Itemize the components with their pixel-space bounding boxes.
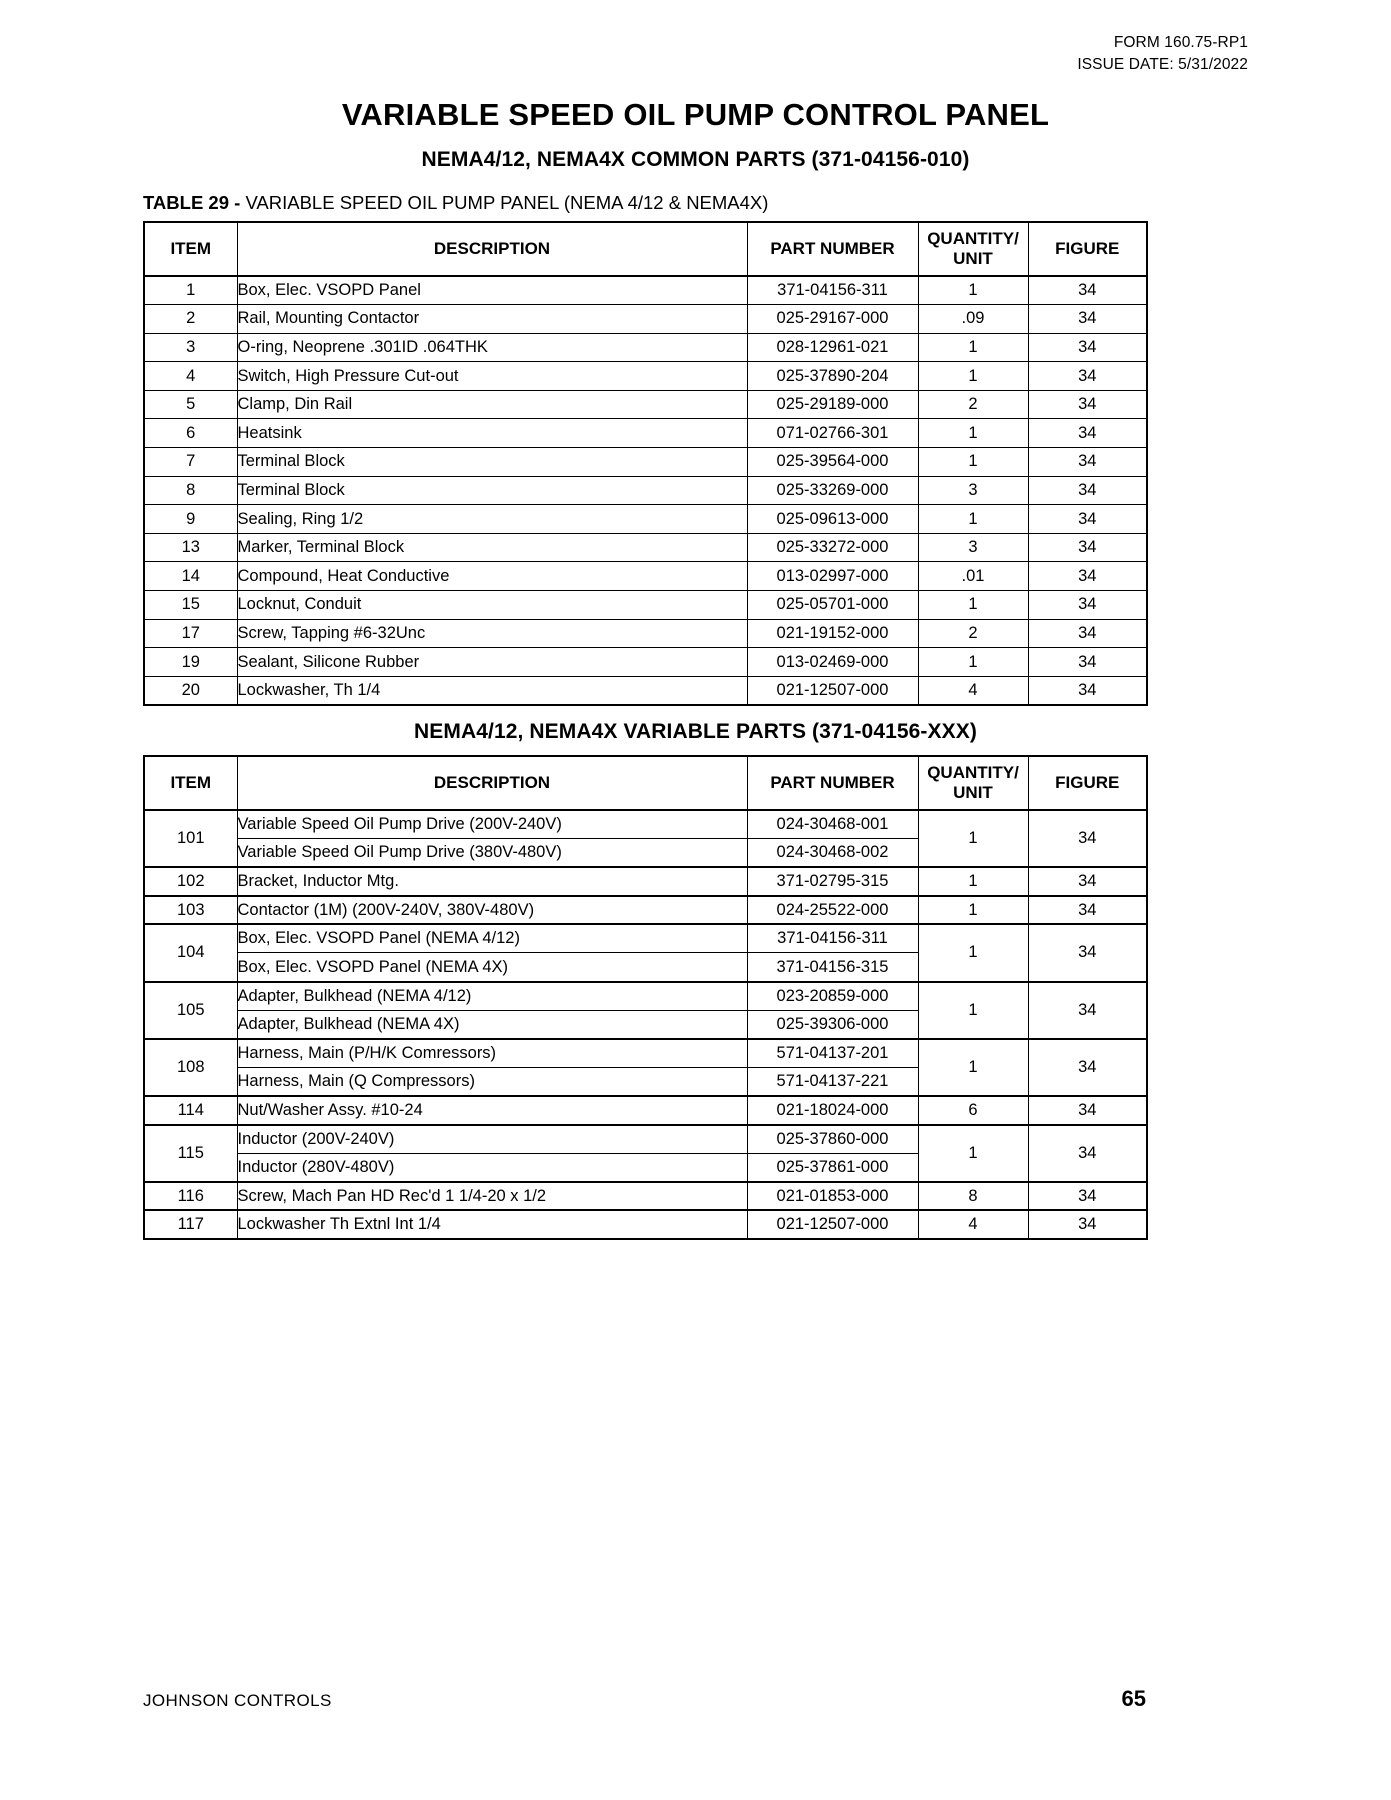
table-caption xyxy=(143,192,768,214)
row-part-number: 025-39306-000 xyxy=(747,1010,918,1039)
row-quantity: 1 xyxy=(918,1125,1028,1182)
row-description: Marker, Terminal Block xyxy=(237,533,747,562)
row-figure: 34 xyxy=(1028,333,1147,362)
row-part-number: 025-09613-000 xyxy=(747,505,918,534)
row-figure: 34 xyxy=(1028,1182,1147,1211)
row-description: Variable Speed Oil Pump Drive (200V-240V) xyxy=(237,810,747,839)
table-row xyxy=(144,1039,1147,1068)
row-description: O-ring, Neoprene .301ID .064THK xyxy=(237,333,747,362)
row-description: Switch, High Pressure Cut-out xyxy=(237,362,747,391)
row-item: 2 xyxy=(144,305,237,334)
column-header-figure: FIGURE xyxy=(1028,756,1147,810)
row-part-number: 024-30468-002 xyxy=(747,839,918,868)
table-header-row xyxy=(144,756,1147,810)
quantity-label-line1: QUANTITY/ xyxy=(927,229,1019,249)
row-part-number: 025-33269-000 xyxy=(747,476,918,505)
table-caption-text: VARIABLE SPEED OIL PUMP PANEL (NEMA 4/12 & NEMA4X) xyxy=(240,192,769,213)
form-number: FORM 160.75-RP1 xyxy=(1113,34,1248,51)
row-part-number: 025-37860-000 xyxy=(747,1125,918,1154)
row-quantity: 1 xyxy=(918,333,1028,362)
table-row xyxy=(144,1210,1147,1239)
variable-parts-table xyxy=(143,755,1148,1240)
row-figure: 34 xyxy=(1028,505,1147,534)
row-item: 20 xyxy=(144,676,237,705)
footer-page-number: 65 xyxy=(1121,1686,1146,1711)
row-description: Screw, Tapping #6-32Unc xyxy=(237,619,747,648)
row-description: Box, Elec. VSOPD Panel xyxy=(237,276,747,305)
row-figure: 34 xyxy=(1028,619,1147,648)
row-description: Lockwasher, Th 1/4 xyxy=(237,676,747,705)
table-row xyxy=(144,448,1147,477)
row-description: Harness, Main (P/H/K Comressors) xyxy=(237,1039,747,1068)
footer-company: JOHNSON CONTROLS xyxy=(143,1691,332,1710)
row-quantity: 3 xyxy=(918,533,1028,562)
row-quantity: .01 xyxy=(918,562,1028,591)
column-header-quantity-unit xyxy=(918,756,1028,810)
row-figure: 34 xyxy=(1028,924,1147,981)
row-item: 13 xyxy=(144,533,237,562)
row-quantity: 1 xyxy=(918,1039,1028,1096)
row-description: Nut/Washer Assy. #10-24 xyxy=(237,1096,747,1125)
quantity-label-line2: UNIT xyxy=(953,783,993,802)
row-part-number: 025-37861-000 xyxy=(747,1153,918,1182)
row-description: Contactor (1M) (200V-240V, 380V-480V) xyxy=(237,896,747,925)
row-description: Terminal Block xyxy=(237,448,747,477)
common-parts-table xyxy=(143,221,1148,706)
table-row xyxy=(144,333,1147,362)
title-block xyxy=(0,96,1391,172)
row-part-number: 021-12507-000 xyxy=(747,676,918,705)
row-figure: 34 xyxy=(1028,676,1147,705)
column-header-part-number: PART NUMBER xyxy=(747,222,918,276)
row-part-number: 025-05701-000 xyxy=(747,591,918,620)
page-title: VARIABLE SPEED OIL PUMP CONTROL PANEL xyxy=(341,97,1050,132)
row-figure: 34 xyxy=(1028,648,1147,677)
row-figure: 34 xyxy=(1028,1125,1147,1182)
row-figure: 34 xyxy=(1028,390,1147,419)
row-figure: 34 xyxy=(1028,562,1147,591)
table-row xyxy=(144,1125,1147,1154)
row-item: 19 xyxy=(144,648,237,677)
row-figure: 34 xyxy=(1028,305,1147,334)
row-item: 4 xyxy=(144,362,237,391)
table-row xyxy=(144,867,1147,896)
row-quantity: 1 xyxy=(918,982,1028,1039)
row-quantity: 1 xyxy=(918,505,1028,534)
row-quantity: 1 xyxy=(918,810,1028,867)
table-row xyxy=(144,505,1147,534)
row-quantity: 1 xyxy=(918,448,1028,477)
table-row xyxy=(144,896,1147,925)
table-row xyxy=(144,591,1147,620)
table-row xyxy=(144,924,1147,953)
column-header-item: ITEM xyxy=(144,756,237,810)
table-row xyxy=(144,305,1147,334)
row-part-number: 024-30468-001 xyxy=(747,810,918,839)
row-item: 5 xyxy=(144,390,237,419)
table-row xyxy=(144,676,1147,705)
row-figure: 34 xyxy=(1028,362,1147,391)
row-description: Box, Elec. VSOPD Panel (NEMA 4X) xyxy=(237,953,747,982)
row-description: Inductor (280V-480V) xyxy=(237,1153,747,1182)
quantity-label-line1: QUANTITY/ xyxy=(927,763,1019,783)
row-description: Sealant, Silicone Rubber xyxy=(237,648,747,677)
table-caption-label: TABLE 29 - xyxy=(143,192,241,213)
table-row xyxy=(144,1182,1147,1211)
row-description: Terminal Block xyxy=(237,476,747,505)
row-item: 105 xyxy=(144,982,237,1039)
table-row xyxy=(144,562,1147,591)
table-row xyxy=(144,276,1147,305)
row-item: 114 xyxy=(144,1096,237,1125)
row-quantity: 2 xyxy=(918,390,1028,419)
table-row xyxy=(144,533,1147,562)
row-part-number: 371-04156-311 xyxy=(747,276,918,305)
page-footer xyxy=(143,1686,1146,1712)
issue-date: ISSUE DATE: 5/31/2022 xyxy=(1077,56,1248,74)
row-figure: 34 xyxy=(1028,896,1147,925)
row-item: 15 xyxy=(144,591,237,620)
row-description: Inductor (200V-240V) xyxy=(237,1125,747,1154)
row-figure: 34 xyxy=(1028,591,1147,620)
table-row xyxy=(144,390,1147,419)
row-description: Adapter, Bulkhead (NEMA 4X) xyxy=(237,1010,747,1039)
table-row xyxy=(144,419,1147,448)
row-description: Compound, Heat Conductive xyxy=(237,562,747,591)
row-figure: 34 xyxy=(1028,533,1147,562)
row-description: Harness, Main (Q Compressors) xyxy=(237,1067,747,1096)
row-item: 1 xyxy=(144,276,237,305)
row-part-number: 571-04137-201 xyxy=(747,1039,918,1068)
row-part-number: 021-19152-000 xyxy=(747,619,918,648)
table-row xyxy=(144,362,1147,391)
row-part-number: 025-33272-000 xyxy=(747,533,918,562)
row-figure: 34 xyxy=(1028,476,1147,505)
row-item: 8 xyxy=(144,476,237,505)
row-item: 6 xyxy=(144,419,237,448)
row-quantity: 1 xyxy=(918,419,1028,448)
row-description: Bracket, Inductor Mtg. xyxy=(237,867,747,896)
table-row xyxy=(144,648,1147,677)
row-quantity: 1 xyxy=(918,362,1028,391)
row-figure: 34 xyxy=(1028,867,1147,896)
row-quantity: 4 xyxy=(918,676,1028,705)
row-item: 14 xyxy=(144,562,237,591)
row-quantity: 1 xyxy=(918,896,1028,925)
row-description: Clamp, Din Rail xyxy=(237,390,747,419)
row-item: 116 xyxy=(144,1182,237,1211)
document-header xyxy=(1077,32,1248,77)
table-row xyxy=(144,1096,1147,1125)
table-row xyxy=(144,982,1147,1011)
column-header-description: DESCRIPTION xyxy=(237,222,747,276)
row-item: 117 xyxy=(144,1210,237,1239)
table-header-row xyxy=(144,222,1147,276)
row-quantity: 2 xyxy=(918,619,1028,648)
row-part-number: 025-29167-000 xyxy=(747,305,918,334)
row-quantity: 6 xyxy=(918,1096,1028,1125)
row-description: Lockwasher Th Extnl Int 1/4 xyxy=(237,1210,747,1239)
row-item: 115 xyxy=(144,1125,237,1182)
column-header-quantity-unit xyxy=(918,222,1028,276)
row-part-number: 071-02766-301 xyxy=(747,419,918,448)
row-part-number: 024-25522-000 xyxy=(747,896,918,925)
column-header-description: DESCRIPTION xyxy=(237,756,747,810)
column-header-part-number: PART NUMBER xyxy=(747,756,918,810)
table-row xyxy=(144,810,1147,839)
row-quantity: 1 xyxy=(918,276,1028,305)
row-part-number: 025-37890-204 xyxy=(747,362,918,391)
variable-parts-section-title: NEMA4/12, NEMA4X VARIABLE PARTS (371-04156-XXX) xyxy=(414,720,977,743)
row-part-number: 028-12961-021 xyxy=(747,333,918,362)
row-part-number: 023-20859-000 xyxy=(747,982,918,1011)
row-part-number: 025-29189-000 xyxy=(747,390,918,419)
quantity-label-line2: UNIT xyxy=(953,249,993,268)
row-item: 102 xyxy=(144,867,237,896)
row-description: Box, Elec. VSOPD Panel (NEMA 4/12) xyxy=(237,924,747,953)
row-part-number: 021-18024-000 xyxy=(747,1096,918,1125)
row-figure: 34 xyxy=(1028,1039,1147,1096)
row-item: 9 xyxy=(144,505,237,534)
row-description: Adapter, Bulkhead (NEMA 4/12) xyxy=(237,982,747,1011)
page-subtitle: NEMA4/12, NEMA4X COMMON PARTS (371-04156-010) xyxy=(421,148,970,172)
row-quantity: 1 xyxy=(918,867,1028,896)
row-item: 17 xyxy=(144,619,237,648)
row-description: Rail, Mounting Contactor xyxy=(237,305,747,334)
row-description: Variable Speed Oil Pump Drive (380V-480V) xyxy=(237,839,747,868)
row-figure: 34 xyxy=(1028,1096,1147,1125)
row-figure: 34 xyxy=(1028,419,1147,448)
row-part-number: 371-02795-315 xyxy=(747,867,918,896)
row-figure: 34 xyxy=(1028,448,1147,477)
row-figure: 34 xyxy=(1028,810,1147,867)
row-part-number: 021-12507-000 xyxy=(747,1210,918,1239)
row-part-number: 371-04156-315 xyxy=(747,953,918,982)
row-figure: 34 xyxy=(1028,276,1147,305)
row-part-number: 025-39564-000 xyxy=(747,448,918,477)
row-quantity: 4 xyxy=(918,1210,1028,1239)
row-item: 3 xyxy=(144,333,237,362)
row-figure: 34 xyxy=(1028,1210,1147,1239)
column-header-item: ITEM xyxy=(144,222,237,276)
row-part-number: 371-04156-311 xyxy=(747,924,918,953)
column-header-figure: FIGURE xyxy=(1028,222,1147,276)
row-part-number: 571-04137-221 xyxy=(747,1067,918,1096)
row-quantity: 1 xyxy=(918,591,1028,620)
row-item: 108 xyxy=(144,1039,237,1096)
row-item: 104 xyxy=(144,924,237,981)
row-description: Screw, Mach Pan HD Rec'd 1 1/4-20 x 1/2 xyxy=(237,1182,747,1211)
row-quantity: 8 xyxy=(918,1182,1028,1211)
row-description: Heatsink xyxy=(237,419,747,448)
table-row xyxy=(144,619,1147,648)
row-item: 103 xyxy=(144,896,237,925)
row-figure: 34 xyxy=(1028,982,1147,1039)
row-item: 101 xyxy=(144,810,237,867)
row-part-number: 013-02997-000 xyxy=(747,562,918,591)
row-quantity: 1 xyxy=(918,924,1028,981)
row-item: 7 xyxy=(144,448,237,477)
row-part-number: 021-01853-000 xyxy=(747,1182,918,1211)
row-quantity: 1 xyxy=(918,648,1028,677)
table-row xyxy=(144,476,1147,505)
row-description: Sealing, Ring 1/2 xyxy=(237,505,747,534)
row-description: Locknut, Conduit xyxy=(237,591,747,620)
row-quantity: 3 xyxy=(918,476,1028,505)
row-quantity: .09 xyxy=(918,305,1028,334)
row-part-number: 013-02469-000 xyxy=(747,648,918,677)
